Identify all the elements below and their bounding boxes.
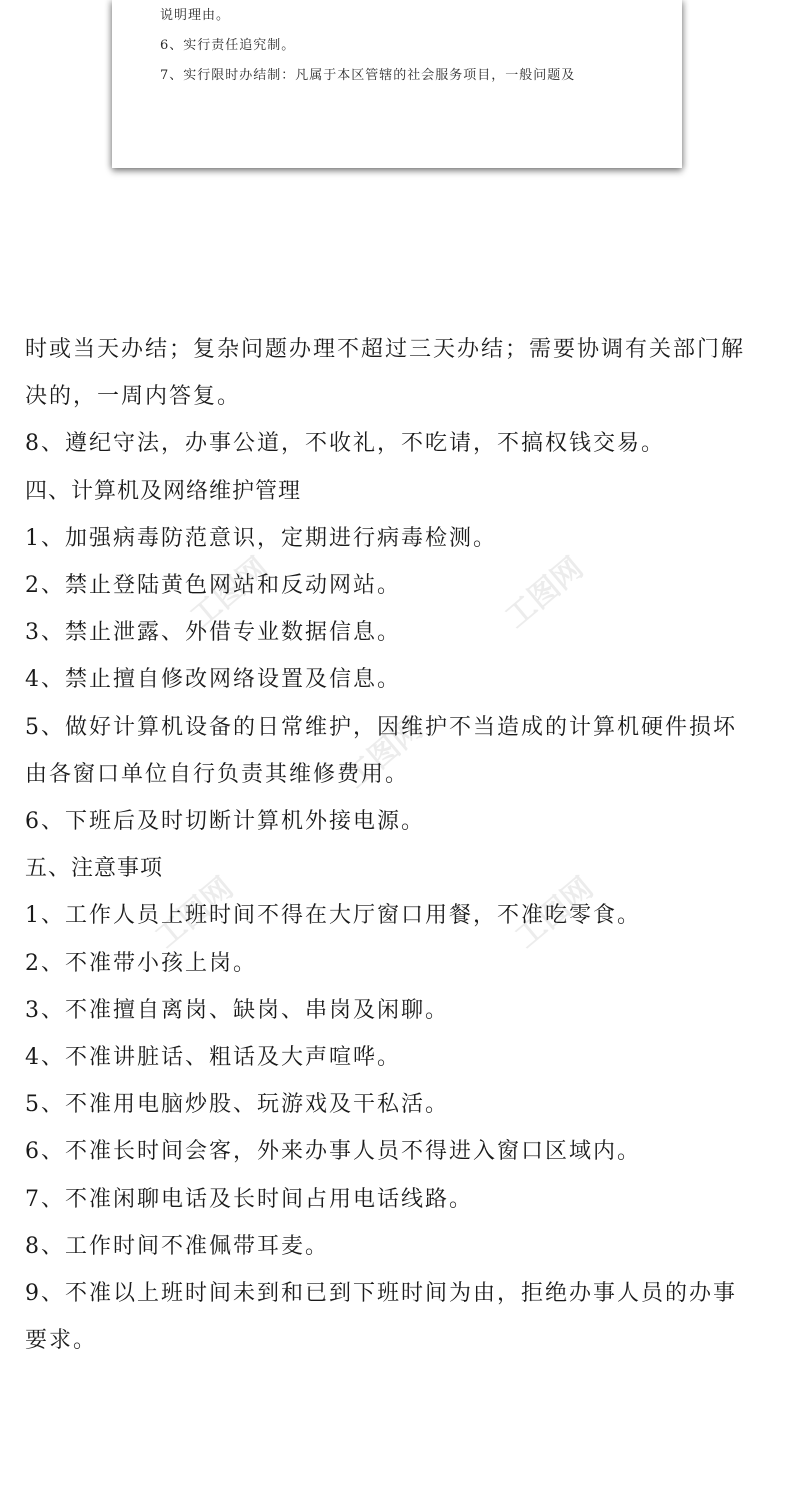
document-body: [25, 326, 785, 1364]
paragraph: 7、不准闲聊电话及长时间占用电话线路。: [25, 1186, 473, 1212]
paragraph: 1、加强病毒防范意识，定期进行病毒检测。: [25, 525, 497, 551]
paragraph: 3、禁止泄露、外借专业数据信息。: [25, 620, 401, 646]
card-line-2: 6、实行责任追究制。: [160, 38, 296, 53]
section-heading: 五、注意事项: [25, 856, 164, 882]
card-line-3: 7、实行限时办结制：凡属于本区管辖的社会服务项目，一般问题及: [160, 68, 576, 83]
watermark-2: 工图网: [498, 550, 591, 636]
watermark-3: 工图网: [338, 710, 431, 796]
section-heading: 四、计算机及网络维护管理: [25, 478, 302, 504]
paragraph: 决的，一周内答复。: [25, 384, 242, 410]
watermark-4: 工图网: [148, 870, 241, 956]
paragraph: 6、下班后及时切断计算机外接电源。: [25, 809, 425, 835]
paragraph: 2、不准带小孩上岗。: [25, 950, 257, 976]
paragraph: 6、不准长时间会客，外来办事人员不得进入窗口区域内。: [25, 1139, 641, 1165]
paragraph: 要求。: [25, 1328, 98, 1354]
watermark-5: 工图网: [508, 870, 601, 956]
paragraph: 9、不准以上班时间未到和已到下班时间为由，拒绝办事人员的办事: [25, 1281, 737, 1307]
paragraph: 1、工作人员上班时间不得在大厅窗口用餐，不准吃零食。: [25, 903, 641, 929]
paragraph: 8、工作时间不准佩带耳麦。: [25, 1233, 329, 1259]
paragraph: 5、不准用电脑炒股、玩游戏及干私活。: [25, 1092, 449, 1118]
card-line-1: 说明理由。: [160, 8, 231, 23]
paragraph: 时或当天办结；复杂问题办理不超过三天办结；需要协调有关部门解: [25, 337, 746, 362]
watermark-1: 工图网: [183, 550, 276, 636]
paragraph: 4、不准讲脏话、粗话及大声喧哗。: [25, 1045, 401, 1071]
paragraph: 4、禁止擅自修改网络设置及信息。: [25, 667, 401, 693]
paragraph: 3、不准擅自离岗、缺岗、串岗及闲聊。: [25, 997, 449, 1023]
document-page-preview: [112, 0, 682, 168]
paragraph: 由各窗口单位自行负责其维修费用。: [25, 761, 410, 787]
paragraph: 5、做好计算机设备的日常维护，因维护不当造成的计算机硬件损坏: [25, 714, 737, 740]
paragraph: 2、禁止登陆黄色网站和反动网站。: [25, 573, 401, 599]
paragraph: 8、遵纪守法，办事公道，不收礼，不吃请，不搞权钱交易。: [25, 431, 665, 457]
